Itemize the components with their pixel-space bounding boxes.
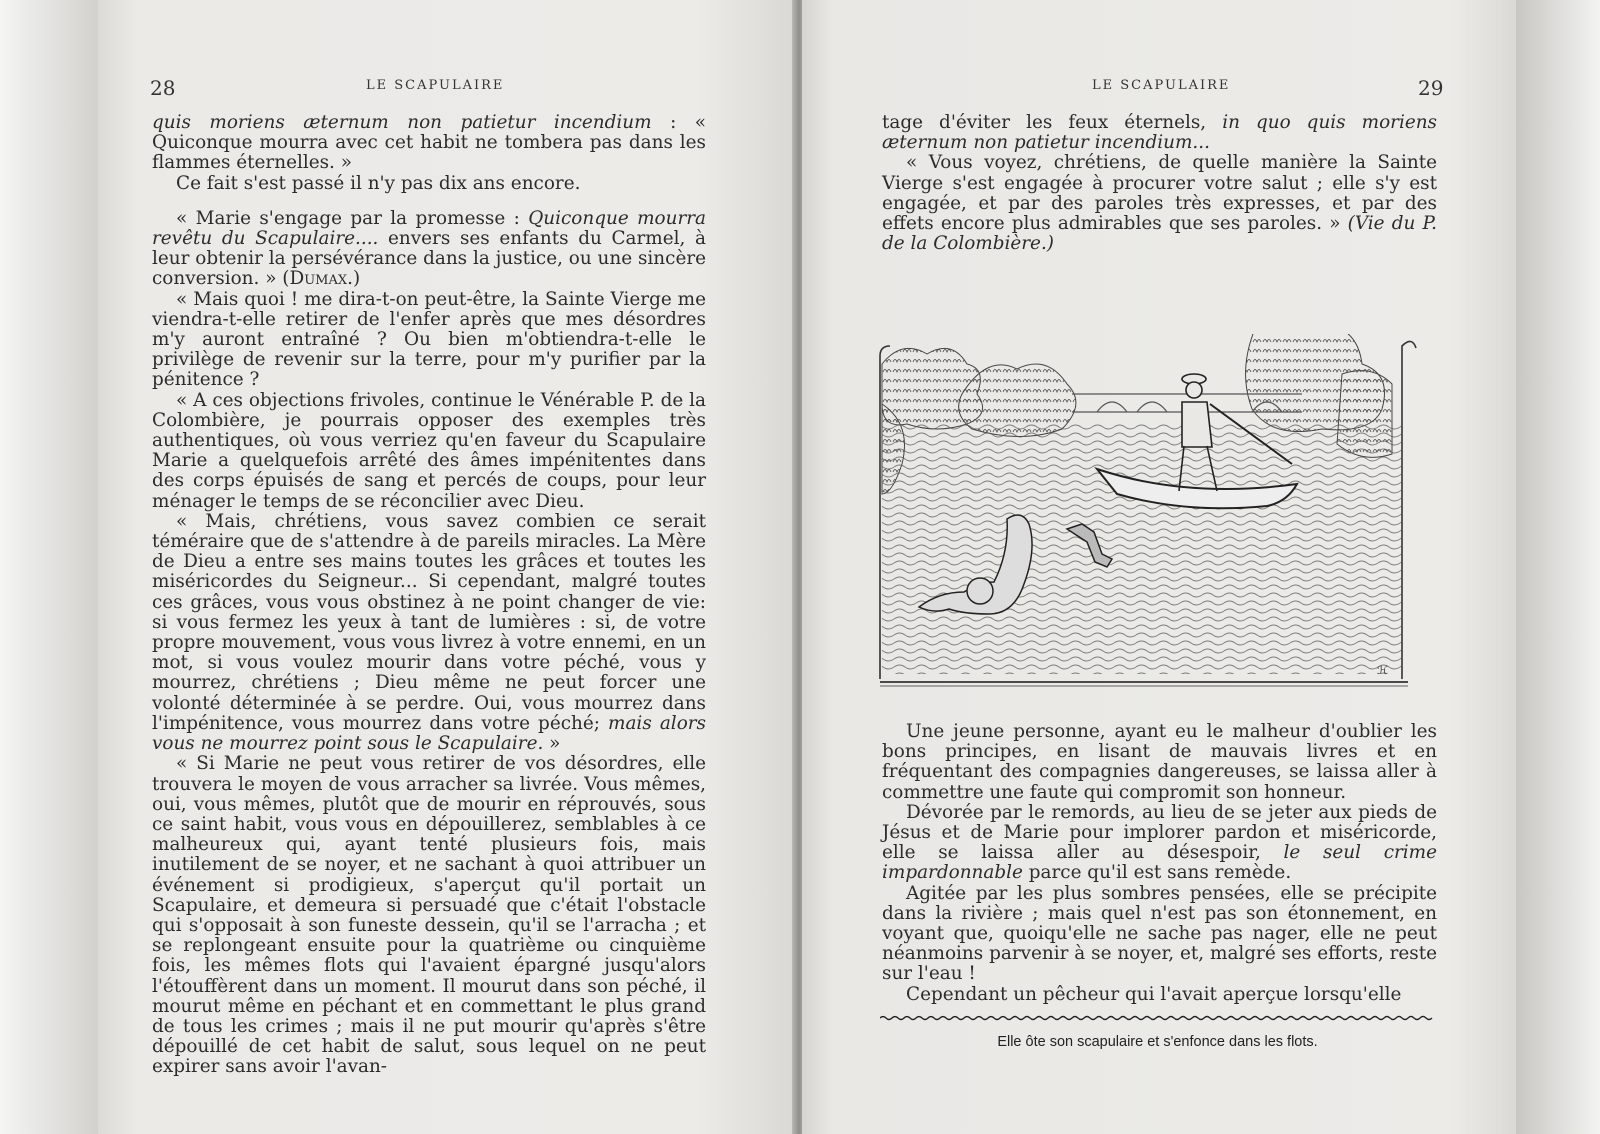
- river-illustration: [872, 334, 1422, 694]
- text-run: « Marie s'engage par la promesse :: [176, 207, 529, 229]
- text-run: Ce fait s'est passé il n'y pas dix ans encore.: [176, 172, 581, 194]
- left-running-head: LE SCAPULAIRE: [366, 78, 505, 93]
- paragraph: [152, 512, 706, 754]
- text-run: »: [543, 733, 561, 755]
- text-run: Agitée par les plus sombres pensées, elle se précipite dans la rivière ; mais quel n'est pas son étonnement, en voyant que, quoiqu'elle ne sache pas nager, elle ne peut néanmoins parvenir à se noyer, et, malgré ses efforts, reste sur l'eau !: [882, 882, 1437, 985]
- text-run: mais alors vous ne mourrez point sous le Scapulaire.: [152, 712, 706, 755]
- text-run: envers ses enfants du Carmel, à leur obtenir la persévérance dans la justice, ou une sincère conversion. » (: [152, 228, 706, 290]
- text-run: « Vous voyez, chrétiens, de quelle manière la Sainte Vierge s'est engagée à procurer votre salut ; elle s'y est engagée, et par des paroles très expresses, et par des effets encore plus admirables que ses paroles. »: [882, 152, 1437, 235]
- text-run: le seul crime impardonnable: [882, 842, 1437, 884]
- text-run: .): [347, 268, 361, 290]
- text-run: (Vie du P. de la Colombière.): [882, 213, 1437, 255]
- text-run: « Si Marie ne peut vous retirer de vos désordres, elle trouvera le moyen de vous arracher sa livrée. Vous mêmes, oui, vous mêmes, plutôt que de mourir en réprouvés, sous ce saint habit, vous vous en dépouillerez, semblables à ce malheureux qui, ayant tenté plusieurs fois, mais inutilement de se noyer, et ne sachant à quoi attribuer un événement si prodigieux, s'aperçut qu'il portait un Scapulaire, et demeura si persuadé que c'était l'obstacle qui s'opposait à son funeste dessein, qu'il se l'arracha ; et se replongeant ensuite pour la quatrième ou cinquième fois, les mêmes flots qui l'avaient épargné jusqu'alors l'étouffèrent dans un moment. Il mourut dans son péché, il mourut même en péchant et en commettant le plus grand de tous les crimes ; mais il ne put mourir qu'après s'être dépouillé de cet habit de salut, sous lequel on ne peut expirer sans avoir l'avan-: [152, 753, 706, 1078]
- left-page-number: 28: [150, 76, 176, 100]
- paragraph: [152, 391, 706, 512]
- illustration-caption: Elle ôte son scapulaire et s'enfonce dans les flots.: [997, 1034, 1318, 1050]
- text-run: « Mais, chrétiens, vous savez combien ce serait téméraire que de s'attendre à de pareils miracles. La Mère de Dieu a entre ses mains toutes les grâces et toutes les miséricordes du Seigneur... Si cependant, malgré toutes ces grâces, vous vous obstinez à ne point changer de vie: si vous fermez les yeux à tant de lumières : si, de votre propre mouvement, vous vous livrez à votre ennemi, en un mot, si vous voulez mourir dans votre péché, vous y mourrez, chrétiens ; Dieu même ne peut forcer une volonté déterminée à se perdre. Oui, vous mourrez dans l'impénitence, vous mourrez dans votre péché;: [152, 510, 706, 734]
- text-run: « Mais quoi ! me dira-t-on peut-être, la Sainte Vierge me viendra-t-elle retirer de l'enfer après que mes désordres m'y auront entraîné ? Ou bien m'obtiendra-t-elle le privilège de revenir sur la terre, pour m'y purifier par la pénitence ?: [152, 288, 706, 391]
- text-run: tage d'éviter les feux éternels,: [882, 112, 1223, 133]
- paragraph: [882, 722, 1437, 803]
- text-run: Une jeune personne, ayant eu le malheur d'oublier les bons principes, en lisant de mauvais livres et en fréquentant des compagnies dangereuses, se laissa aller à commettre une faute qui compromit son honneur.: [882, 721, 1437, 803]
- right-top-text: [882, 113, 1437, 254]
- text-run: : « Quiconque mourra avec cet habit ne tombera pas dans les flammes éternelles. »: [152, 112, 706, 174]
- svg-text:ℋ: ℋ: [1377, 664, 1388, 677]
- paragraph: [882, 985, 1437, 1005]
- paragraph: [152, 174, 706, 194]
- left-body-text: [152, 113, 706, 1078]
- paragraph: [882, 884, 1437, 985]
- paragraph: [152, 113, 706, 174]
- paragraph: [882, 153, 1437, 254]
- text-run: « A ces objections frivoles, continue le Vénérable P. de la Colombière, je pourrais opposer des exemples très authentiques, où vous verriez qu'en faveur du Scapulaire Marie a quelquefois arrêté des âmes impénitentes dans des corps épuisés de sang et percés de coups, pour leur ménager le temps de se réconcilier avec Dieu.: [152, 389, 706, 512]
- left-edge: [0, 0, 98, 1134]
- paragraph: [152, 290, 706, 391]
- paragraph: [152, 754, 706, 1077]
- river-water: [882, 424, 1402, 674]
- caption-rule: [880, 1015, 1435, 1021]
- text-run: parce qu'il est sans remède.: [1022, 862, 1292, 884]
- paragraph: [882, 113, 1437, 153]
- right-page-number: 29: [1418, 76, 1444, 100]
- right-bottom-text: [882, 722, 1437, 1005]
- text-run: quis moriens æternum non patietur incendium: [152, 112, 652, 133]
- right-running-head: LE SCAPULAIRE: [1092, 78, 1231, 93]
- right-edge: [1516, 0, 1600, 1134]
- text-run: Dumax: [289, 268, 348, 290]
- text-run: Cependant un pêcheur qui l'avait aperçue lorsqu'elle: [906, 983, 1402, 1005]
- text-run: Quiconque mourra revêtu du Scapulaire....: [152, 207, 706, 250]
- paragraph: [882, 803, 1437, 884]
- text-run: Dévorée par le remords, au lieu de se jeter aux pieds de Jésus et de Marie pour implorer pardon et miséricorde, elle se laissa aller au désespoir,: [882, 801, 1437, 864]
- text-run: in quo quis moriens æternum non patietur incendium...: [882, 112, 1437, 154]
- paragraph: [152, 209, 706, 290]
